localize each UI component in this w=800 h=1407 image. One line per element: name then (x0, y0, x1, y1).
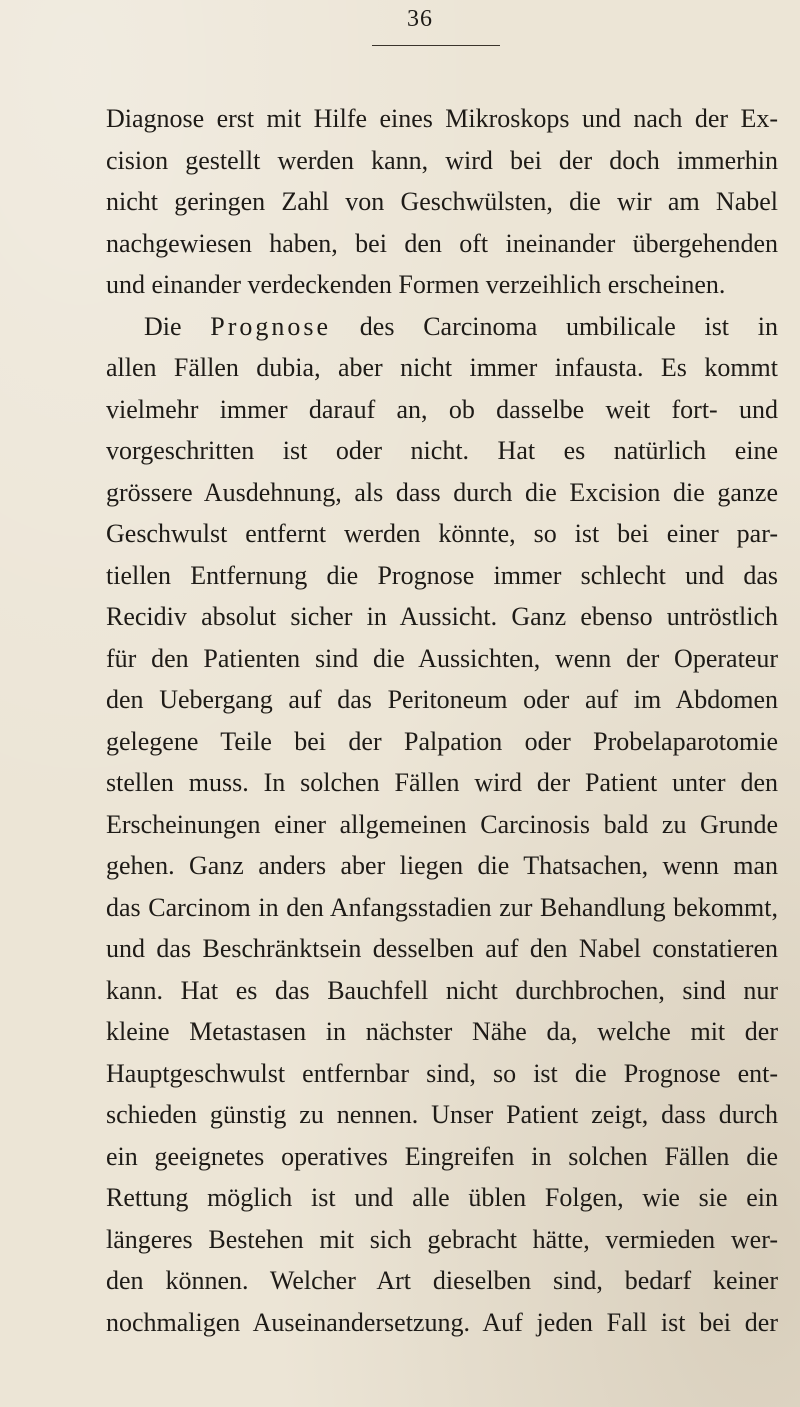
paragraph-start-line (106, 306, 778, 348)
page-number: 36 (407, 6, 433, 32)
text-line: allen Fällen dubia, aber nicht immer infausta. Es kommt (106, 353, 778, 382)
text-line: cision gestellt werden kann, wird bei der doch immerhin (106, 145, 778, 175)
text-line: stellen muss. In solchen Fällen wird der Patient unter den (106, 768, 778, 797)
text-line: kann. Hat es das Bauchfell nicht durchbrochen, sind nur (106, 975, 778, 1005)
text-line: nochmaligen Auseinandersetzung. Auf jeden Fall ist bei der (106, 1307, 778, 1337)
text-line: gehen. Ganz anders aber liegen die Thatsachen, wenn man (106, 851, 778, 880)
text-line: das Carcinom in den Anfangsstadien zur Behandlung bekommt, (106, 892, 778, 922)
text-line: schieden günstig zu nennen. Unser Patient zeigt, dass durch (106, 1100, 778, 1129)
text-line: Recidiv absolut sicher in Aussicht. Ganz ebenso untröstlich (106, 602, 778, 631)
text-fragment: Die (144, 311, 211, 341)
text-line: Geschwulst entfernt werden könnte, so ist bei einer par- (106, 519, 778, 548)
header-rule (372, 45, 500, 46)
text-line: tiellen Entfernung die Prognose immer schlecht und das (106, 560, 778, 590)
text-line: Hauptgeschwulst entfernbar sind, so ist die Prognose ent- (106, 1058, 778, 1088)
emphasized-word: Prognose (210, 311, 332, 341)
text-line: für den Patienten sind die Aussichten, wenn der Operateur (106, 643, 778, 673)
text-fragment: des Carcinoma umbilicale ist in (331, 311, 778, 341)
text-line: vorgeschritten ist oder nicht. Hat es natürlich eine (106, 436, 778, 465)
text-line: und das Beschränktsein desselben auf den Nabel constatieren (106, 934, 778, 963)
text-line: nicht geringen Zahl von Geschwülsten, die wir am Nabel (106, 187, 778, 216)
text-line: kleine Metastasen in nächster Nähe da, welche mit der (106, 1017, 778, 1046)
text-line: längeres Bestehen mit sich gebracht hätte, vermieden wer- (106, 1224, 778, 1254)
text-line: vielmehr immer darauf an, ob dasselbe weit fort- und (106, 394, 778, 424)
text-line: den können. Welcher Art dieselben sind, bedarf keiner (106, 1266, 778, 1295)
text-line: ein geeignetes operatives Eingreifen in solchen Fällen die (106, 1141, 778, 1171)
text-line: Erscheinungen einer allgemeinen Carcinosis bald zu Grunde (106, 809, 778, 839)
text-line: den Uebergang auf das Peritoneum oder auf im Abdomen (106, 685, 778, 714)
text-line: und einander verdeckenden Formen verzeihlich erscheinen. (106, 270, 726, 299)
text-line: gelegene Teile bei der Palpation oder Probelaparotomie (106, 726, 778, 756)
text-line: Diagnose erst mit Hilfe eines Mikroskops und nach der Ex- (106, 104, 778, 133)
text-line: nachgewiesen haben, bei den oft ineinander übergehenden (106, 228, 778, 258)
text-line: grössere Ausdehnung, als dass durch die Excision die ganze (106, 477, 778, 507)
body-text (106, 98, 778, 1343)
text-line: Rettung möglich ist und alle üblen Folgen, wie sie ein (106, 1183, 778, 1212)
